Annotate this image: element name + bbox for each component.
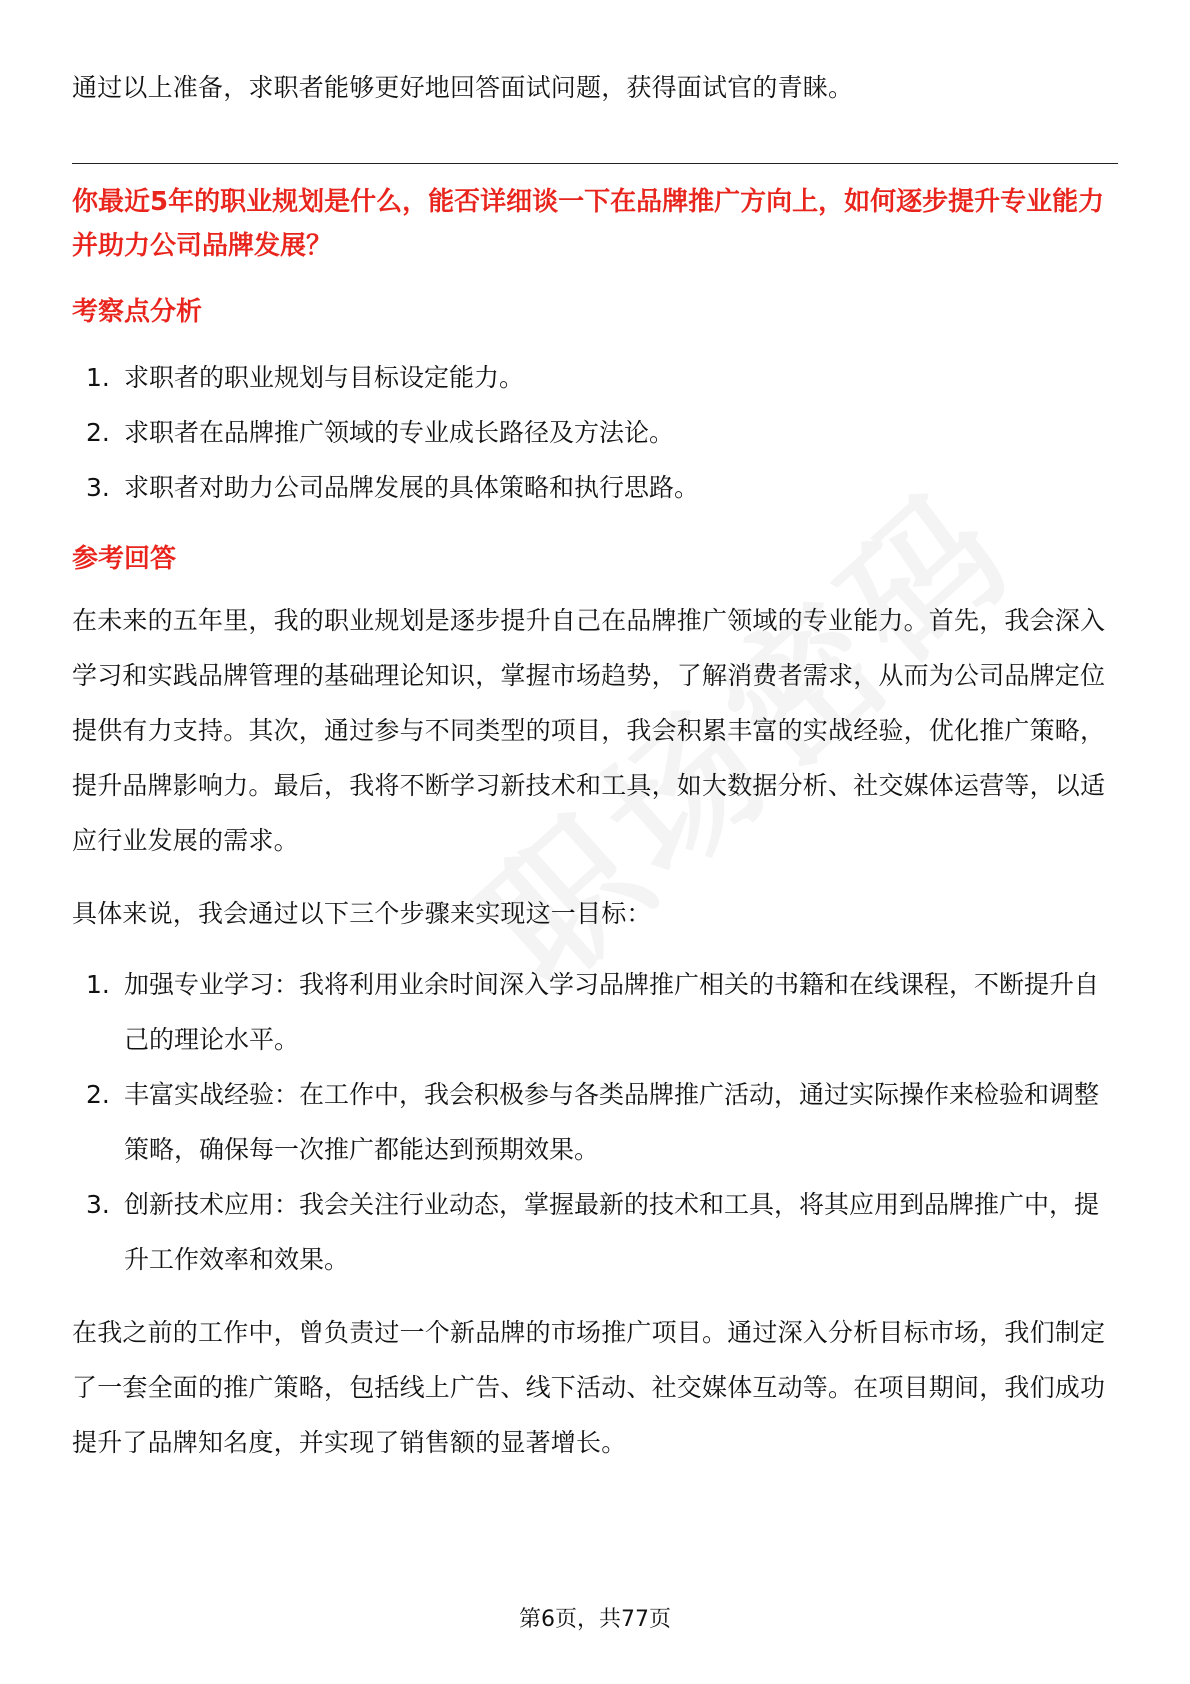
intro-paragraph: 通过以上准备，求职者能够更好地回答面试问题，获得面试官的青睐。	[72, 73, 854, 102]
list-number: 1.	[86, 363, 110, 392]
question-heading: 你最近5年的职业规划是什么，能否详细谈一下在品牌推广方向上，如何逐步提升专业能力并助力公司品牌发展？	[72, 187, 1105, 261]
analysis-item	[72, 405, 1118, 460]
answer-paragraph-1: 在未来的五年里，我的职业规划是逐步提升自己在品牌推广领域的专业能力。首先，我会深入学习和实践品牌管理的基础理论知识，掌握市场趋势，了解消费者需求，从而为公司品牌定位提供有力支持。其次，通过参与不同类型的项目，我会积累丰富的实战经验，优化推广策略，提升品牌影响力。最后，我将不断学习新技术和工具，如大数据分析、社交媒体运营等，以适应行业发展的需求。	[72, 606, 1106, 855]
analysis-item	[72, 460, 1118, 515]
list-number: 2.	[86, 418, 110, 447]
step-item	[72, 957, 1118, 1067]
list-number: 3.	[86, 473, 110, 502]
list-item-text: 创新技术应用：我会关注行业动态，掌握最新的技术和工具，将其应用到品牌推广中，提升工作效率和效果。	[124, 1190, 1100, 1274]
steps-list	[72, 957, 1118, 1287]
list-number: 1.	[86, 970, 110, 999]
answer-paragraph-2: 具体来说，我会通过以下三个步骤来实现这一目标：	[72, 899, 652, 928]
list-number: 2.	[86, 1080, 110, 1109]
page-footer: 第6页，共77页	[519, 1607, 671, 1632]
list-item-text: 求职者的职业规划与目标设定能力。	[124, 363, 525, 392]
page-content	[72, 60, 1118, 1470]
answer-heading: 参考回答	[72, 544, 177, 574]
step-item	[72, 1067, 1118, 1177]
step-item	[72, 1177, 1118, 1287]
analysis-heading: 考察点分析	[72, 297, 203, 327]
list-item-text: 加强专业学习：我将利用业余时间深入学习品牌推广相关的书籍和在线课程，不断提升自己的理论水平。	[124, 970, 1100, 1054]
list-item-text: 丰富实战经验：在工作中，我会积极参与各类品牌推广活动，通过实际操作来检验和调整策略，确保每一次推广都能达到预期效果。	[124, 1080, 1100, 1164]
list-item-text: 求职者在品牌推广领域的专业成长路径及方法论。	[124, 418, 675, 447]
analysis-item	[72, 350, 1118, 405]
list-number: 3.	[86, 1190, 110, 1219]
section-divider	[72, 163, 1118, 164]
answer-paragraph-3: 在我之前的工作中，曾负责过一个新品牌的市场推广项目。通过深入分析目标市场，我们制定了一套全面的推广策略，包括线上广告、线下活动、社交媒体互动等。在项目期间，我们成功提升了品牌知名度，并实现了销售额的显著增长。	[72, 1318, 1106, 1457]
analysis-list	[72, 350, 1118, 515]
list-item-text: 求职者对助力公司品牌发展的具体策略和执行思路。	[124, 473, 700, 502]
